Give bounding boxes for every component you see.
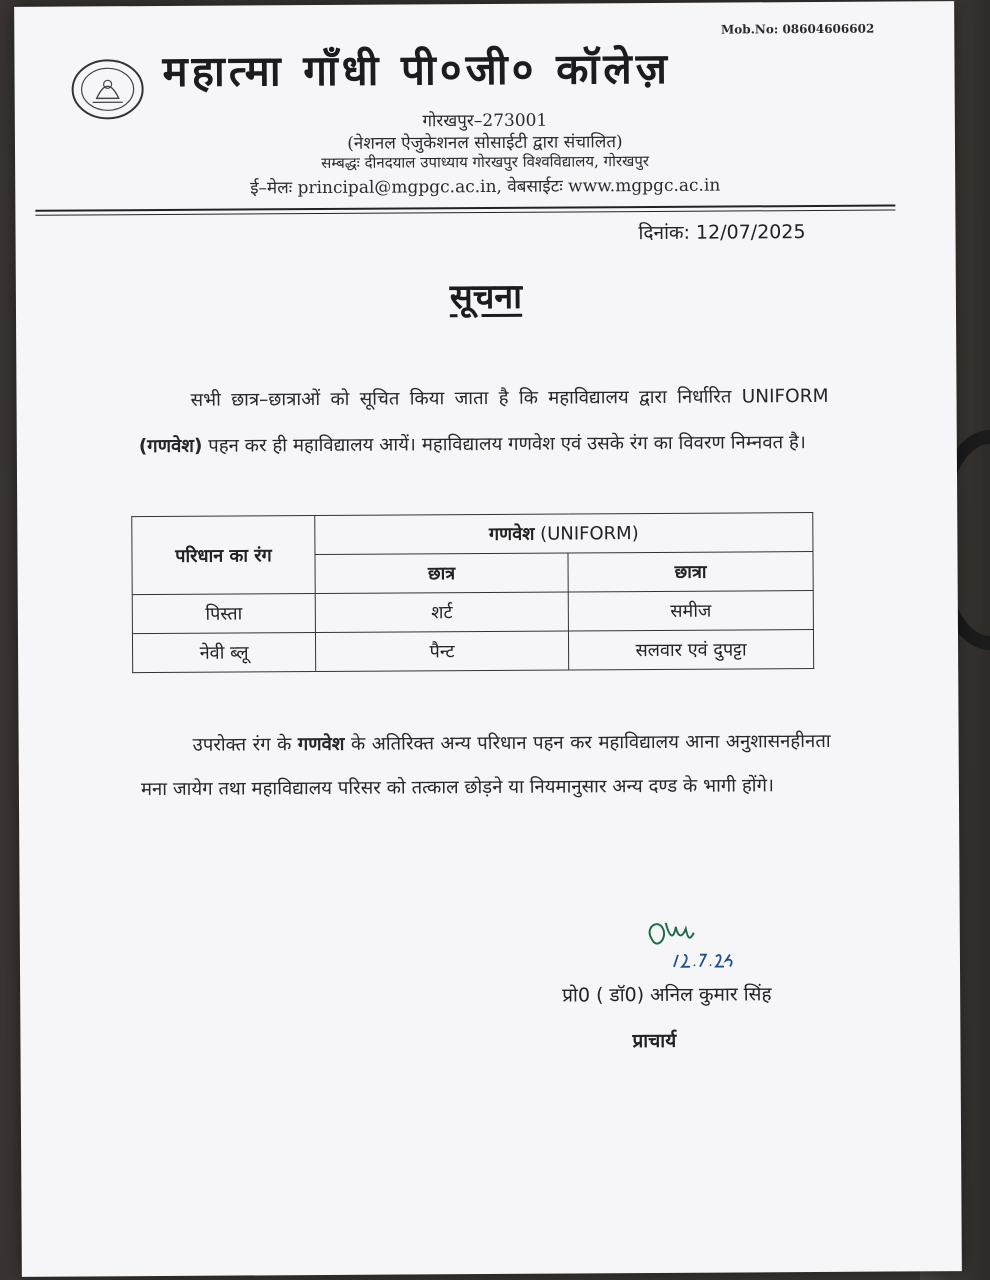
para1-bold: (गणवेश)	[138, 435, 203, 458]
email-address: principal@mgpgc.ac.in,	[297, 176, 502, 199]
table-cell-color: नेवी ब्लू	[132, 633, 315, 673]
para1-part-a: सभी छात्र–छात्राओं को सूचित किया जाता है कि महाविद्यालय द्वारा निर्धारित UNIFORM	[190, 385, 829, 411]
para2-part-a: उपरोक्त रंग के	[192, 734, 298, 756]
handwritten-signature	[630, 908, 750, 979]
signer-name: प्रो0 ( डॉ0) अनिल कुमार सिंह	[562, 983, 772, 1007]
column-header-color	[132, 516, 315, 595]
email-label: ई–मेलः	[250, 178, 293, 199]
notice-title: सूचना	[449, 276, 523, 318]
uniform-header-rest: (UNIFORM)	[534, 523, 639, 545]
para2-bold: गणवेश	[297, 733, 345, 756]
website-address: www.mgpgc.ac.in	[568, 175, 721, 197]
table-cell-male: शर्ट	[315, 592, 568, 633]
table-cell-female: समीज	[568, 591, 813, 631]
table-cell-female: सलवार एवं दुपट्टा	[568, 630, 813, 670]
notice-date: दिनांक: 12/07/2025	[638, 221, 806, 245]
table-cell-male: पैन्ट	[315, 631, 568, 672]
column-header-male	[315, 553, 568, 594]
column-header-female	[568, 552, 813, 592]
row-header-label: परिधान का रंग	[175, 544, 272, 567]
notice-paper	[14, 1, 962, 1277]
affiliation-line: सम्बद्धः दीनदयाल उपाध्याय गोरखपुर विश्वविद्यालय, गोरखपुर	[321, 152, 650, 173]
para1-part-b: पहन कर ही महाविद्यालय आयें। महाविद्यालय गणवेश एवं उसके रंग का विवरण निम्नवत है।	[202, 432, 806, 457]
mobile-number: Mob.No: 08604606602	[720, 21, 875, 37]
para2-part-b: के अतिरिक्त अन्य परिधान पहन कर महाविद्यालय आना अनुशासनहीनता मना जायेग तथा महाविद्यालय परिसर को तत्काल छोड़ने या नियमानुसार अन्य दण्ड के भागी होंगे।	[140, 730, 831, 801]
notice-paragraph-1	[138, 374, 829, 470]
male-header-label: छात्र	[427, 563, 456, 585]
column-header-uniform	[315, 513, 813, 555]
website-label: वेबसाईटः	[507, 176, 563, 197]
college-name: महात्मा गाँधी पी०जी० कॉलेज़	[162, 43, 672, 96]
table-row	[132, 591, 813, 634]
table-cell-color: पिस्ता	[132, 594, 315, 634]
uniform-table	[131, 512, 814, 673]
signer-designation: प्राचार्य	[632, 1029, 677, 1053]
table-row	[132, 630, 813, 673]
female-header-label: छात्रा	[674, 561, 707, 583]
college-seal-icon	[70, 58, 144, 120]
society-line: (नेशनल ऐजुकेशनल सोसाईटी द्वारा संचालित)	[347, 132, 623, 154]
notice-paragraph-2	[141, 720, 832, 812]
table-header-row	[132, 513, 813, 556]
contact-line	[165, 172, 805, 199]
college-address: गोरखपुर–273001	[422, 110, 548, 132]
uniform-header-bold: गणवेश	[488, 523, 535, 545]
